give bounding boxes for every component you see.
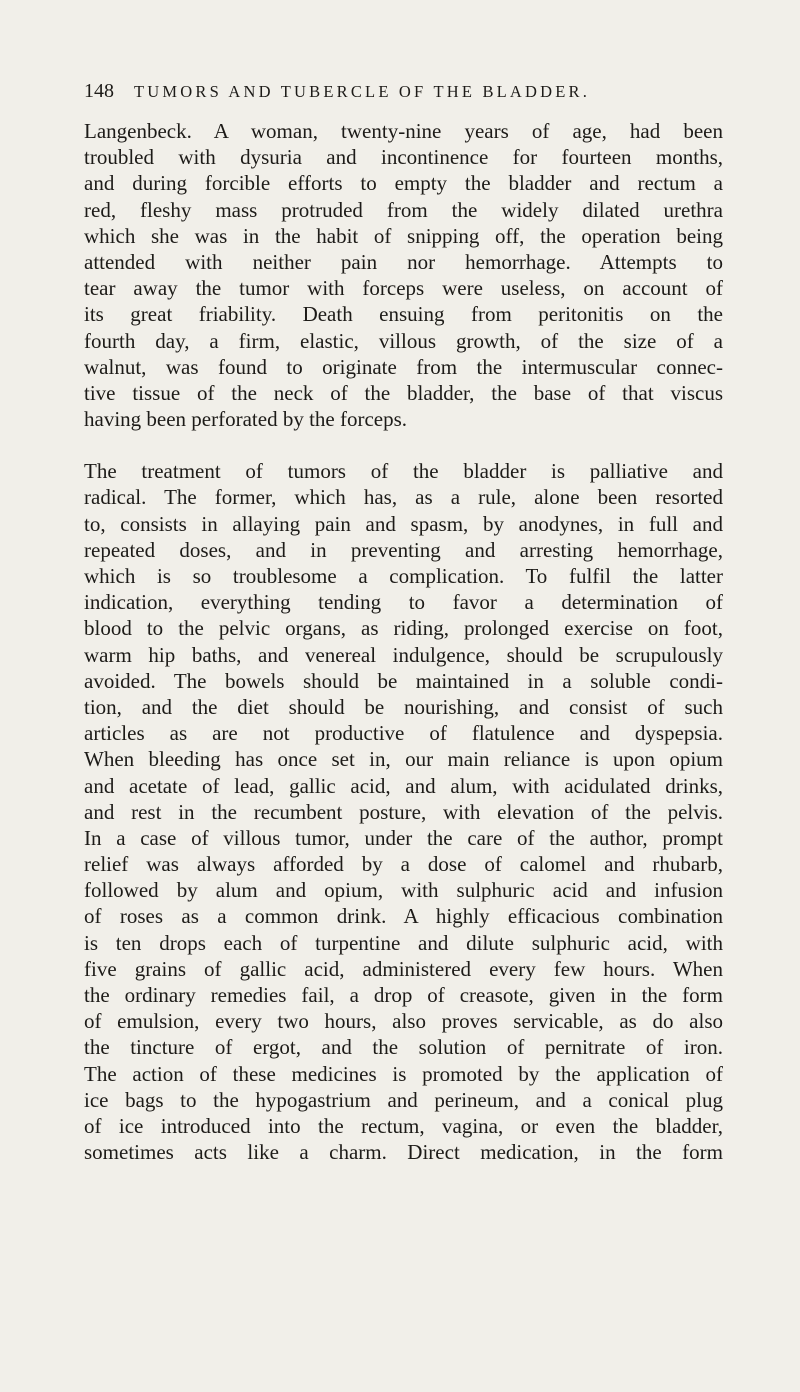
text-line: radical. The former, which has, as a rule, alone been resorted xyxy=(84,485,723,510)
text-line: Langenbeck. A woman, twenty-nine years of age, had been xyxy=(84,119,723,143)
text-line: blood to the pelvic organs, as riding, prolonged exercise on foot, xyxy=(84,616,723,641)
text-line: is ten drops each of turpentine and dilute sulphuric acid, with xyxy=(84,930,723,955)
text-line: troubled with dysuria and incontinence for fourteen months, xyxy=(84,145,723,170)
text-line: sometimes acts like a charm. Direct medication, in the form xyxy=(84,1140,723,1165)
running-title: TUMORS AND TUBERCLE OF THE BLADDER. xyxy=(134,82,591,101)
text-line: When bleeding has once set in, our main reliance is upon opium xyxy=(84,747,723,772)
text-line: followed by alum and opium, with sulphuric acid and infusion xyxy=(84,878,723,903)
text-line: the tincture of ergot, and the solution of pernitrate of iron. xyxy=(84,1035,723,1060)
page-number: 148 xyxy=(84,80,114,102)
text-line: indication, everything tending to favor a determination of xyxy=(84,590,723,615)
text-line: repeated doses, and in preventing and arresting hemorrhage, xyxy=(84,537,723,562)
text-line: red, fleshy mass protruded from the widely dilated urethra xyxy=(84,197,723,222)
text-line: five grains of gallic acid, administered every few hours. When xyxy=(84,956,723,981)
text-line: and rest in the recumbent posture, with elevation of the pelvis. xyxy=(84,799,723,824)
text-line: attended with neither pain nor hemorrhage. Attempts to xyxy=(84,249,723,274)
text-line: tive tissue of the neck of the bladder, the base of that viscus xyxy=(84,380,723,405)
text-line: to, consists in allaying pain and spasm, by anodynes, in full and xyxy=(84,511,723,536)
text-line: relief was always afforded by a dose of calomel and rhubarb, xyxy=(84,852,723,877)
text-line: The action of these medicines is promoted by the application of xyxy=(84,1061,723,1086)
text-line: The treatment of tumors of the bladder is palliative and xyxy=(84,459,723,484)
text-line: its great friability. Death ensuing from peritonitis on the xyxy=(84,302,723,327)
text-line: of roses as a common drink. A highly efficacious combination xyxy=(84,904,723,929)
text-line: walnut, was found to originate from the intermuscular connec- xyxy=(84,354,723,379)
text-line: avoided. The bowels should be maintained in a soluble condi- xyxy=(84,668,723,693)
text-line: articles as are not productive of flatulence and dyspepsia. xyxy=(84,721,723,746)
text-line: tion, and the diet should be nourishing, and consist of such xyxy=(84,694,723,719)
text-line: having been perforated by the forceps. xyxy=(84,407,408,432)
paragraph-case-report xyxy=(84,118,723,432)
text-line: fourth day, a firm, elastic, villous growth, of the size of a xyxy=(84,328,723,353)
text-line: ice bags to the hypogastrium and perineum, and a conical plug xyxy=(84,1087,723,1112)
text-line: tear away the tumor with forceps were useless, on account of xyxy=(84,276,723,301)
text-line: of ice introduced into the rectum, vagina, or even the bladder, xyxy=(84,1113,723,1138)
text-line: which she was in the habit of snipping off, the operation being xyxy=(84,223,723,248)
text-line: In a case of villous tumor, under the care of the author, prompt xyxy=(84,825,723,850)
text-line: the ordinary remedies fail, a drop of creasote, given in the form xyxy=(84,983,723,1007)
text-line: and during forcible efforts to empty the bladder and rectum a xyxy=(84,171,723,196)
body-text xyxy=(84,118,723,1165)
text-line: and acetate of lead, gallic acid, and alum, with acidulated drinks, xyxy=(84,773,723,798)
running-head xyxy=(84,78,704,104)
text-line: of emulsion, every two hours, also proves servicable, as do also xyxy=(84,1009,723,1034)
text-line: which is so troublesome a complication. To fulfil the latter xyxy=(84,564,723,588)
paragraph-treatment xyxy=(84,458,723,1165)
text-line: warm hip baths, and venereal indulgence, should be scrupulously xyxy=(84,642,723,667)
